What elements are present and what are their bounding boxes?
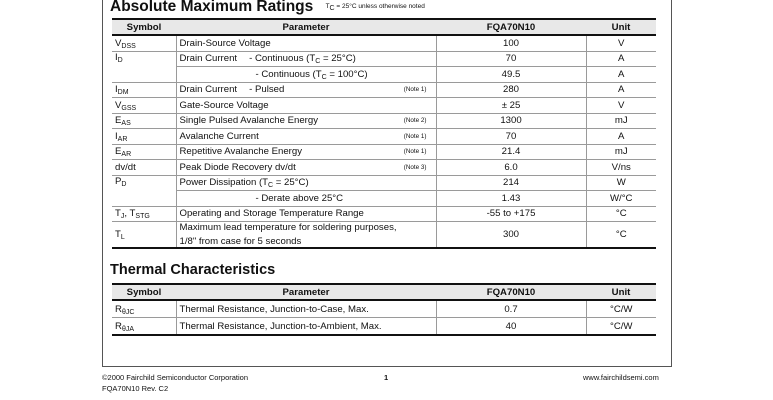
- row-parameter: Power Dissipation $(T_C = 25^\circ C)$: [176, 175, 436, 191]
- row-parameter: Drain-Source Voltage: [176, 35, 436, 51]
- row-parameter: Gate-Source Voltage: [176, 98, 436, 114]
- row-unit: mJ: [586, 144, 656, 160]
- row-value: 214: [436, 175, 586, 191]
- row-unit: °C/W: [586, 300, 656, 318]
- row-value: 70: [436, 51, 586, 67]
- footer-revision: FQA70N10 Rev. C2: [102, 384, 169, 393]
- row-symbol: $E_{AR}$: [112, 144, 176, 160]
- row-value: ± 25: [436, 98, 586, 114]
- col-parameter: Parameter: [176, 19, 436, 35]
- row-symbol: dv/dt: [112, 160, 176, 176]
- row-unit: A: [586, 51, 656, 67]
- row-unit: A: [586, 129, 656, 145]
- table-row: [112, 175, 656, 191]
- row-symbol: $I_{DM}$: [112, 82, 176, 98]
- table-row: [112, 300, 656, 318]
- row-symbol: $I_D$: [112, 51, 176, 82]
- row-unit: W: [586, 175, 656, 191]
- row-parameter: Thermal Resistance, Junction-to-Ambient, Max.: [176, 318, 436, 336]
- table-row: [112, 318, 656, 336]
- thermal-heading: [110, 262, 275, 278]
- row-symbol: $R_{\theta JC}$: [112, 300, 176, 318]
- col-value: FQA70N10: [436, 284, 586, 300]
- table-row: [112, 98, 656, 114]
- table-row: [112, 206, 656, 222]
- abs-max-title: Absolute Maximum Ratings: [110, 0, 314, 15]
- abs-max-condition: $T_C = 25^\circ C$ unless otherwise noted: [325, 3, 425, 13]
- row-value: 49.5: [436, 67, 586, 83]
- table-row: [112, 113, 656, 129]
- col-symbol: Symbol: [112, 19, 176, 35]
- row-symbol: $T_L$: [112, 222, 176, 249]
- table-row: [112, 35, 656, 51]
- row-parameter: Operating and Storage Temperature Range: [176, 206, 436, 222]
- row-parameter: - Continuous $(T_C = 100^\circ C)$: [176, 67, 436, 83]
- row-symbol: $V_{GSS}$: [112, 98, 176, 114]
- row-symbol: $E_{AS}$: [112, 113, 176, 129]
- abs-max-table: [112, 18, 656, 249]
- row-symbol: $I_{AR}$: [112, 129, 176, 145]
- row-parameter: Avalanche Current (Note 1): [176, 129, 436, 145]
- footer-url[interactable]: www.fairchildsemi.com: [583, 373, 659, 382]
- row-value: 0.7: [436, 300, 586, 318]
- table-row: [112, 222, 656, 249]
- row-unit: A: [586, 82, 656, 98]
- footer-page-number: 1: [384, 373, 389, 382]
- col-unit: Unit: [586, 19, 656, 35]
- row-unit: °C: [586, 206, 656, 222]
- row-unit: °C/W: [586, 318, 656, 336]
- table-row: [112, 160, 656, 176]
- row-parameter: Single Pulsed Avalanche Energy (Note 2): [176, 113, 436, 129]
- row-value: 6.0: [436, 160, 586, 176]
- table-row: [112, 144, 656, 160]
- thermal-title: Thermal Characteristics: [110, 262, 276, 278]
- row-symbol: $V_{DSS}$: [112, 35, 176, 51]
- col-parameter: Parameter: [176, 284, 436, 300]
- row-unit: A: [586, 67, 656, 83]
- row-parameter: Repetitive Avalanche Energy (Note 1): [176, 144, 436, 160]
- col-value: FQA70N10: [436, 19, 586, 35]
- table-row: [112, 82, 656, 98]
- row-value: 100: [436, 35, 586, 51]
- row-unit: W/°C: [586, 191, 656, 207]
- abs-max-heading: [110, 0, 425, 16]
- table-row: [112, 51, 656, 67]
- row-value: 1.43: [436, 191, 586, 207]
- table-row: [112, 191, 656, 207]
- row-parameter: Drain Current - Pulsed (Note 1): [176, 82, 436, 98]
- table-row: [112, 67, 656, 83]
- abs-max-header-row: [112, 19, 656, 35]
- row-symbol: $R_{\theta JA}$: [112, 318, 176, 336]
- thermal-header-row: [112, 284, 656, 300]
- row-value: 40: [436, 318, 586, 336]
- row-value: 21.4: [436, 144, 586, 160]
- table-row: [112, 129, 656, 145]
- row-value: -55 to +175: [436, 206, 586, 222]
- row-unit: °C: [586, 222, 656, 249]
- row-parameter: - Derate above 25°C: [176, 191, 436, 207]
- row-symbol: $P_D$: [112, 175, 176, 206]
- row-symbol: $T_J$, $T_{STG}$: [112, 206, 176, 222]
- row-parameter: Peak Diode Recovery dv/dt (Note 3): [176, 160, 436, 176]
- row-unit: mJ: [586, 113, 656, 129]
- row-unit: V: [586, 98, 656, 114]
- row-unit: V/ns: [586, 160, 656, 176]
- col-symbol: Symbol: [112, 284, 176, 300]
- row-unit: V: [586, 35, 656, 51]
- thermal-table: [112, 283, 656, 336]
- row-parameter: Thermal Resistance, Junction-to-Case, Max.: [176, 300, 436, 318]
- row-value: 300: [436, 222, 586, 249]
- col-unit: Unit: [586, 284, 656, 300]
- footer-copyright: ©2000 Fairchild Semiconductor Corporation: [102, 373, 249, 382]
- row-value: 280: [436, 82, 586, 98]
- row-value: 1300: [436, 113, 586, 129]
- row-value: 70: [436, 129, 586, 145]
- row-parameter: Maximum lead temperature for soldering purposes, 1/8" from case for 5 seconds: [176, 222, 436, 249]
- row-parameter: Drain Current - Continuous $(T_C = 25^\circ C)$: [176, 51, 436, 67]
